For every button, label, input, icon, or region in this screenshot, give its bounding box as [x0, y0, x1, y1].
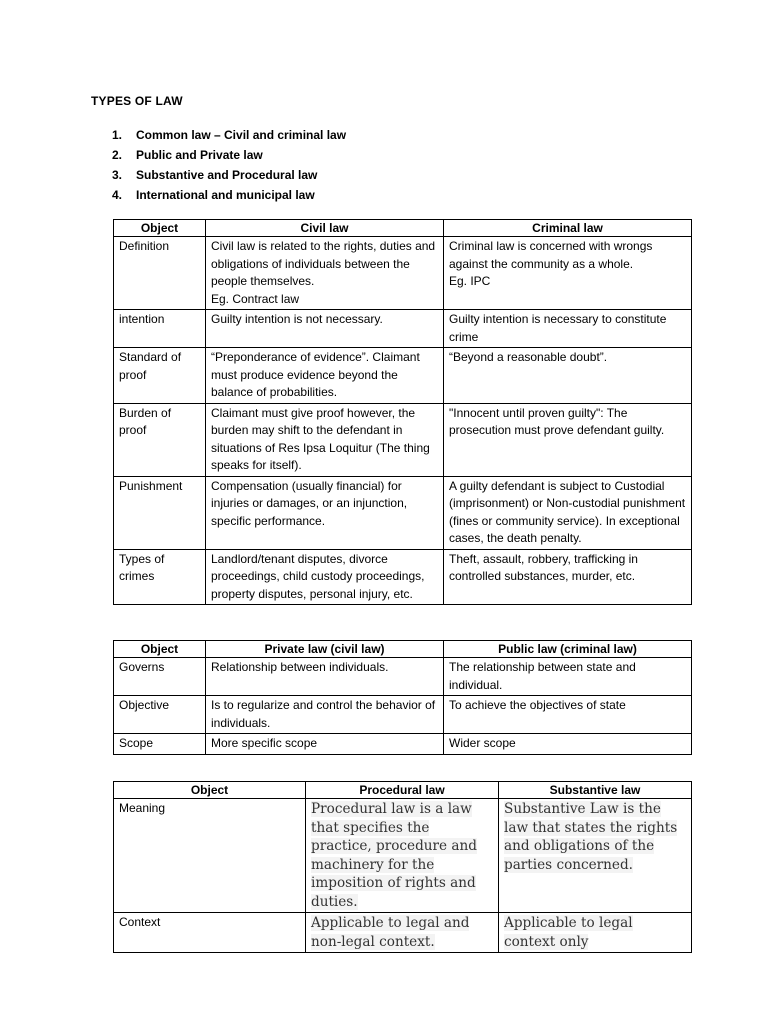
public-cell: To achieve the objectives of state	[444, 696, 692, 734]
public-cell: The relationship between state and individual.	[444, 658, 692, 696]
row-label: Scope	[114, 734, 206, 755]
list-item	[112, 166, 346, 186]
private-cell: More specific scope	[206, 734, 444, 755]
substantive-text: Substantive Law is the law that states the rights and obligations of the parties concerned.	[504, 801, 678, 873]
table-row	[114, 913, 692, 953]
private-cell: Is to regularize and control the behavior of individuals.	[206, 696, 444, 734]
civil-cell: Landlord/tenant disputes, divorce proceedings, child custody proceedings, property disputes, personal injury, etc.	[206, 549, 444, 605]
header-cell: Procedural law	[306, 782, 499, 799]
row-label: Context	[114, 913, 306, 953]
row-label: Meaning	[114, 799, 306, 913]
table-row	[114, 658, 692, 696]
criminal-cell: Guilty intention is necessary to constitute crime	[444, 310, 692, 348]
table-row	[114, 549, 692, 605]
header-cell: Substantive law	[499, 782, 692, 799]
procedural-text: Applicable to legal and non-legal context.	[311, 915, 470, 950]
procedural-cell	[306, 913, 499, 953]
civil-cell: Guilty intention is not necessary.	[206, 310, 444, 348]
list-item	[112, 146, 346, 166]
row-label: Definition	[114, 237, 206, 310]
header-cell: Private law (civil law)	[206, 641, 444, 658]
list-number: 1.	[112, 128, 123, 142]
row-label: Punishment	[114, 476, 206, 549]
civil-cell: “Preponderance of evidence”. Claimant must produce evidence beyond the balance of probabilities.	[206, 348, 444, 404]
list-number: 2.	[112, 148, 123, 162]
substantive-cell	[499, 799, 692, 913]
row-label: Burden of proof	[114, 403, 206, 476]
table-row	[114, 476, 692, 549]
list-text: International and municipal law	[136, 188, 315, 202]
procedural-text: Procedural law is a law that specifies the practice, procedure and machinery for the imposition of rights and duties.	[311, 801, 477, 910]
table-row	[114, 799, 692, 913]
procedural-substantive-table	[113, 781, 692, 953]
public-cell: Wider scope	[444, 734, 692, 755]
civil-criminal-table	[113, 219, 692, 605]
criminal-cell: A guilty defendant is subject to Custodial (imprisonment) or Non-custodial punishment (fines or community service). In exceptional cases, the death penalty.	[444, 476, 692, 549]
header-cell: Criminal law	[444, 220, 692, 237]
header-cell: Object	[114, 220, 206, 237]
list-number: 3.	[112, 168, 123, 182]
substantive-cell	[499, 913, 692, 953]
criminal-cell: Theft, assault, robbery, trafficking in controlled substances, murder, etc.	[444, 549, 692, 605]
civil-cell: Civil law is related to the rights, duties and obligations of individuals between the people themselves. Eg. Contract law	[206, 237, 444, 310]
criminal-cell: “Beyond a reasonable doubt”.	[444, 348, 692, 404]
row-label: Governs	[114, 658, 206, 696]
list-text: Common law – Civil and criminal law	[136, 128, 347, 142]
list-number: 4.	[112, 188, 123, 202]
table-row	[114, 403, 692, 476]
row-label: intention	[114, 310, 206, 348]
table-row	[114, 734, 692, 755]
row-label: Types of crimes	[114, 549, 206, 605]
header-cell: Object	[114, 782, 306, 799]
table-row	[114, 237, 692, 310]
list-text: Public and Private law	[136, 148, 263, 162]
table-header-row	[114, 220, 692, 237]
substantive-text: Applicable to legal context only	[504, 915, 633, 950]
header-cell: Civil law	[206, 220, 444, 237]
private-cell: Relationship between individuals.	[206, 658, 444, 696]
row-label: Objective	[114, 696, 206, 734]
table-header-row	[114, 641, 692, 658]
page-title: TYPES OF LAW	[91, 94, 183, 108]
table-header-row	[114, 782, 692, 799]
civil-cell: Claimant must give proof however, the burden may shift to the defendant in situations of Res Ipsa Loquitur (The thing speaks for itself).	[206, 403, 444, 476]
table-row	[114, 696, 692, 734]
row-label: Standard of proof	[114, 348, 206, 404]
criminal-cell: "Innocent until proven guilty": The prosecution must prove defendant guilty.	[444, 403, 692, 476]
procedural-cell	[306, 799, 499, 913]
civil-cell: Compensation (usually financial) for injuries or damages, or an injunction, specific performance.	[206, 476, 444, 549]
table-row	[114, 310, 692, 348]
private-public-table	[113, 640, 692, 755]
header-cell: Public law (criminal law)	[444, 641, 692, 658]
types-of-law-list	[112, 126, 346, 206]
list-item	[112, 126, 346, 146]
list-item	[112, 186, 346, 206]
criminal-cell: Criminal law is concerned with wrongs against the community as a whole. Eg. IPC	[444, 237, 692, 310]
list-text: Substantive and Procedural law	[136, 168, 318, 182]
header-cell: Object	[114, 641, 206, 658]
table-row	[114, 348, 692, 404]
